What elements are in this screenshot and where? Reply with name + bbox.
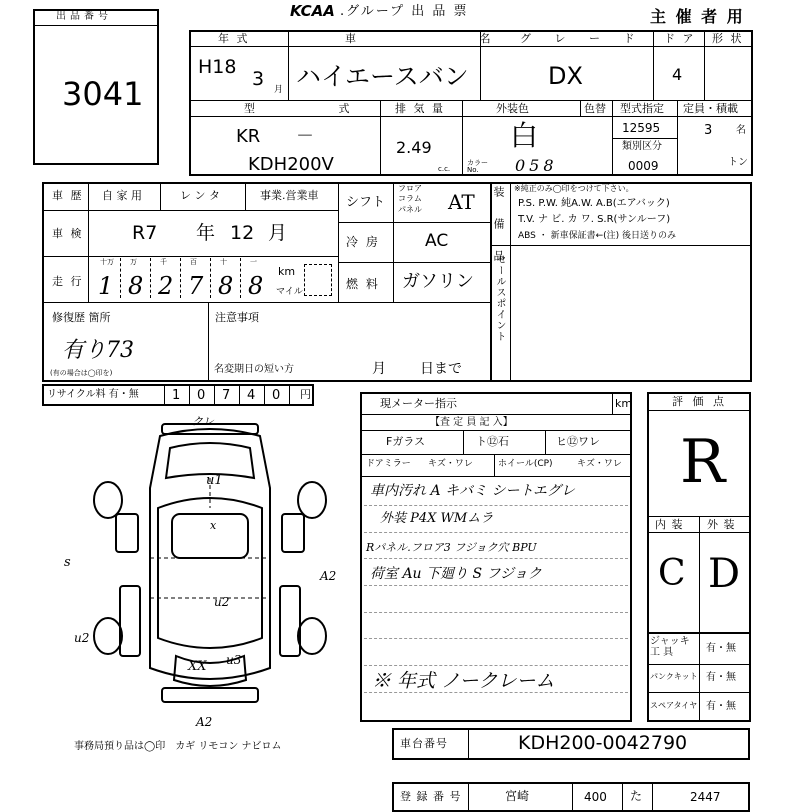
mark-x: x bbox=[210, 519, 217, 532]
interior-grade: C bbox=[658, 553, 686, 594]
registration-kana: た bbox=[630, 789, 643, 803]
grade-value: DX bbox=[548, 62, 583, 90]
recycle-unit: 円 bbox=[300, 388, 311, 401]
capacity-value: 3 bbox=[704, 123, 713, 138]
interior-label: 内 装 bbox=[655, 518, 684, 531]
vehicle-name: ハイエースバン bbox=[296, 62, 469, 91]
mark-u2-left: u2 bbox=[74, 631, 90, 645]
color-change-label: 色替 bbox=[584, 102, 606, 115]
no-claim-note: ※ 年式 ノークレーム bbox=[372, 670, 555, 692]
exterior-color-label: 外装色 bbox=[496, 102, 529, 115]
mileage-digit-header: 一 bbox=[250, 258, 257, 266]
office-note: 事務局預り品は◯印 カギ リモコン ナビロム bbox=[74, 741, 282, 752]
recycle-label: リサイクル料 有・無 bbox=[47, 389, 139, 400]
inspection-year-unit: 年 bbox=[196, 222, 216, 244]
mileage-digit: 8 bbox=[248, 272, 264, 300]
fuel-value: ガソリン bbox=[402, 271, 474, 292]
recycle-digit: 0 bbox=[272, 388, 281, 403]
color-no-label: カラー No. bbox=[467, 159, 488, 174]
ac-value: AC bbox=[425, 231, 449, 251]
year-era: H18 bbox=[198, 56, 237, 78]
history-rental[interactable]: レ ン タ bbox=[180, 189, 220, 202]
year-month: 3 bbox=[252, 68, 265, 90]
exterior-label: 外 装 bbox=[707, 518, 736, 531]
mark-xx: XX bbox=[188, 659, 207, 674]
mark-s: s bbox=[64, 555, 71, 570]
mark-a2-right: A2 bbox=[320, 569, 337, 583]
mirror-label: ドアミラー bbox=[366, 459, 411, 469]
class-code: 0009 bbox=[628, 159, 659, 173]
mileage-digit-header: 十万 bbox=[100, 258, 114, 266]
name-change-label: 名変期日の短い方 bbox=[214, 364, 294, 375]
jack-value[interactable]: 有・無 bbox=[706, 643, 736, 654]
shape-label: 形 状 bbox=[712, 32, 744, 45]
fglass-value-2: ヒ⑫ワレ bbox=[556, 435, 600, 448]
model-label: 型 式 bbox=[244, 102, 390, 115]
fglass-label: Fガラス bbox=[386, 435, 425, 448]
equipment-line-3[interactable]: ABS ・ 新車保証書←(注) 後日送りのみ bbox=[518, 231, 677, 241]
inspector-note-4: 荷室 Au 下廻り S フジョク bbox=[370, 566, 542, 582]
inspection-month-unit: 月 bbox=[268, 222, 288, 244]
mark-u2-center: u2 bbox=[214, 595, 230, 609]
type-designation: 12595 bbox=[622, 121, 661, 135]
shift-value: AT bbox=[448, 190, 475, 214]
model-prefix: KR bbox=[236, 126, 261, 147]
meter-unit: km bbox=[615, 397, 633, 410]
recycle-digit: 1 bbox=[172, 388, 181, 403]
registration-label: 登 録 番 号 bbox=[400, 790, 462, 803]
month-unit: 月 bbox=[274, 85, 284, 95]
chassis-label: 車台番号 bbox=[400, 737, 448, 750]
displacement: 2.49 bbox=[396, 138, 432, 157]
lot-number-label: 出品番号 bbox=[56, 11, 112, 22]
registration-place: 宮崎 bbox=[505, 789, 530, 803]
mileage-digit-header: 千 bbox=[160, 258, 167, 266]
displacement-unit: c.c. bbox=[438, 165, 451, 173]
load-unit: トン bbox=[728, 157, 748, 168]
repair-value: 有り73 bbox=[62, 338, 134, 363]
logo: KCAA bbox=[290, 2, 335, 20]
mileage-digit-header: 万 bbox=[130, 258, 137, 266]
mileage-digit: 8 bbox=[218, 272, 234, 300]
equipment-line-1[interactable]: P.S. P.W. 純A.W. A.B(エアバック) bbox=[518, 198, 670, 209]
notes-label: 注意事項 bbox=[215, 311, 259, 324]
inspection-month: 12 bbox=[230, 222, 255, 244]
inspector-note-2: 外装 P4X WMムラ bbox=[380, 511, 494, 526]
year-label: 年 式 bbox=[218, 32, 250, 45]
mileage-digit-header: 十 bbox=[220, 258, 227, 266]
mileage-label: 走 行 bbox=[52, 275, 84, 288]
registration-number: 2447 bbox=[690, 790, 721, 804]
recycle-digit: 0 bbox=[197, 388, 206, 403]
recycle-digit: 4 bbox=[247, 388, 256, 403]
shift-options: フロア コラム パネル bbox=[398, 184, 422, 214]
equipment-label: 装 備 品 bbox=[492, 186, 505, 265]
class-label: 類別区分 bbox=[622, 141, 662, 152]
type-designation-label: 型式指定 bbox=[620, 102, 664, 115]
displacement-label: 排 気 量 bbox=[395, 102, 445, 115]
inspector-section-label: 【査 定 員 記 入】 bbox=[430, 417, 513, 428]
inspection-label: 車 検 bbox=[52, 227, 84, 240]
grade-label: グ レ ー ド bbox=[520, 32, 645, 45]
model-dash: － bbox=[296, 126, 314, 147]
door-label: ド ア bbox=[664, 32, 696, 45]
chassis-number: KDH200-0042790 bbox=[518, 732, 688, 754]
lot-number: 3041 bbox=[62, 75, 144, 113]
door-value: 4 bbox=[672, 65, 683, 84]
repair-note: (有の場合は◯印を) bbox=[50, 369, 113, 377]
group-title: .グループ 出 品 票 bbox=[340, 4, 469, 19]
mileage-digit: 8 bbox=[128, 272, 144, 300]
shift-label: シフト bbox=[346, 195, 386, 210]
wheel-value: キズ・ワレ bbox=[577, 459, 622, 469]
mileage-unit-mile: マイル bbox=[276, 287, 303, 297]
color-no: 058 bbox=[515, 156, 558, 175]
fuel-label: 燃 料 bbox=[346, 277, 380, 291]
mileage-digit: 2 bbox=[158, 272, 174, 300]
equipment-line-2[interactable]: T.V. ナ ビ. カ ワ. S.R(サンルーフ) bbox=[518, 214, 671, 225]
host-label: 主 催 者 用 bbox=[650, 7, 745, 26]
inspector-note-1: 車内汚れ A キバミ シートエグレ bbox=[370, 483, 575, 499]
equipment-note: ※純正のみ◯印をつけて下さい。 bbox=[514, 184, 634, 193]
mileage-check-box[interactable] bbox=[304, 264, 332, 296]
sales-point-label: セールスポイント bbox=[494, 254, 505, 342]
grade-label: 評 価 点 bbox=[672, 395, 727, 408]
mirror-value: キズ・ワレ bbox=[428, 459, 473, 469]
overall-grade: R bbox=[680, 427, 726, 497]
exterior-grade: D bbox=[708, 551, 741, 597]
puncture-kit-value[interactable]: 有・無 bbox=[706, 672, 736, 683]
spare-tire-label: スペアタイヤ bbox=[650, 701, 698, 710]
name-change-month: 月 bbox=[372, 361, 386, 377]
mileage-digit: 1 bbox=[98, 272, 114, 300]
model-code: KDH200V bbox=[248, 154, 334, 175]
mark-top: クレ bbox=[192, 415, 214, 428]
mileage-digit: 7 bbox=[188, 272, 204, 300]
history-private[interactable]: 自 家 用 bbox=[102, 189, 142, 202]
history-label: 車 歴 bbox=[52, 189, 84, 202]
mark-u1: u1 bbox=[206, 473, 223, 488]
mark-a2-bottom: A2 bbox=[196, 715, 213, 729]
puncture-kit-label: パンクキット bbox=[650, 672, 698, 681]
inspector-note-3: Rパネル.フロア3 フジョク穴 BPU bbox=[366, 541, 537, 554]
name-label: 車 名 bbox=[345, 32, 551, 45]
meter-label: 現メーター指示 bbox=[380, 397, 457, 410]
exterior-color: 白 bbox=[510, 119, 539, 152]
spare-tire-value[interactable]: 有・無 bbox=[706, 701, 736, 712]
capacity-label: 定員・積載 bbox=[683, 102, 738, 115]
recycle-digit: 7 bbox=[222, 388, 231, 403]
car-damage-diagram bbox=[80, 415, 340, 718]
mileage-digit-header: 百 bbox=[190, 258, 197, 266]
wheel-label: ホイール(CP) bbox=[498, 459, 553, 469]
name-change-day: 日まで bbox=[420, 361, 462, 377]
mark-u3: u3 bbox=[226, 653, 242, 667]
mileage-unit-km: km bbox=[278, 265, 296, 278]
repair-label: 修復歴 箇所 bbox=[52, 311, 111, 324]
inspection-era: R7 bbox=[132, 222, 158, 244]
history-commercial[interactable]: 事業.営業車 bbox=[260, 189, 319, 202]
fglass-value: ト⑫石 bbox=[476, 435, 509, 448]
registration-class: 400 bbox=[584, 790, 607, 804]
ac-label: 冷 房 bbox=[346, 235, 380, 249]
history-block bbox=[42, 182, 752, 382]
jack-label: ジャッキ 工 具 bbox=[650, 636, 690, 658]
capacity-unit: 名 bbox=[736, 125, 746, 136]
